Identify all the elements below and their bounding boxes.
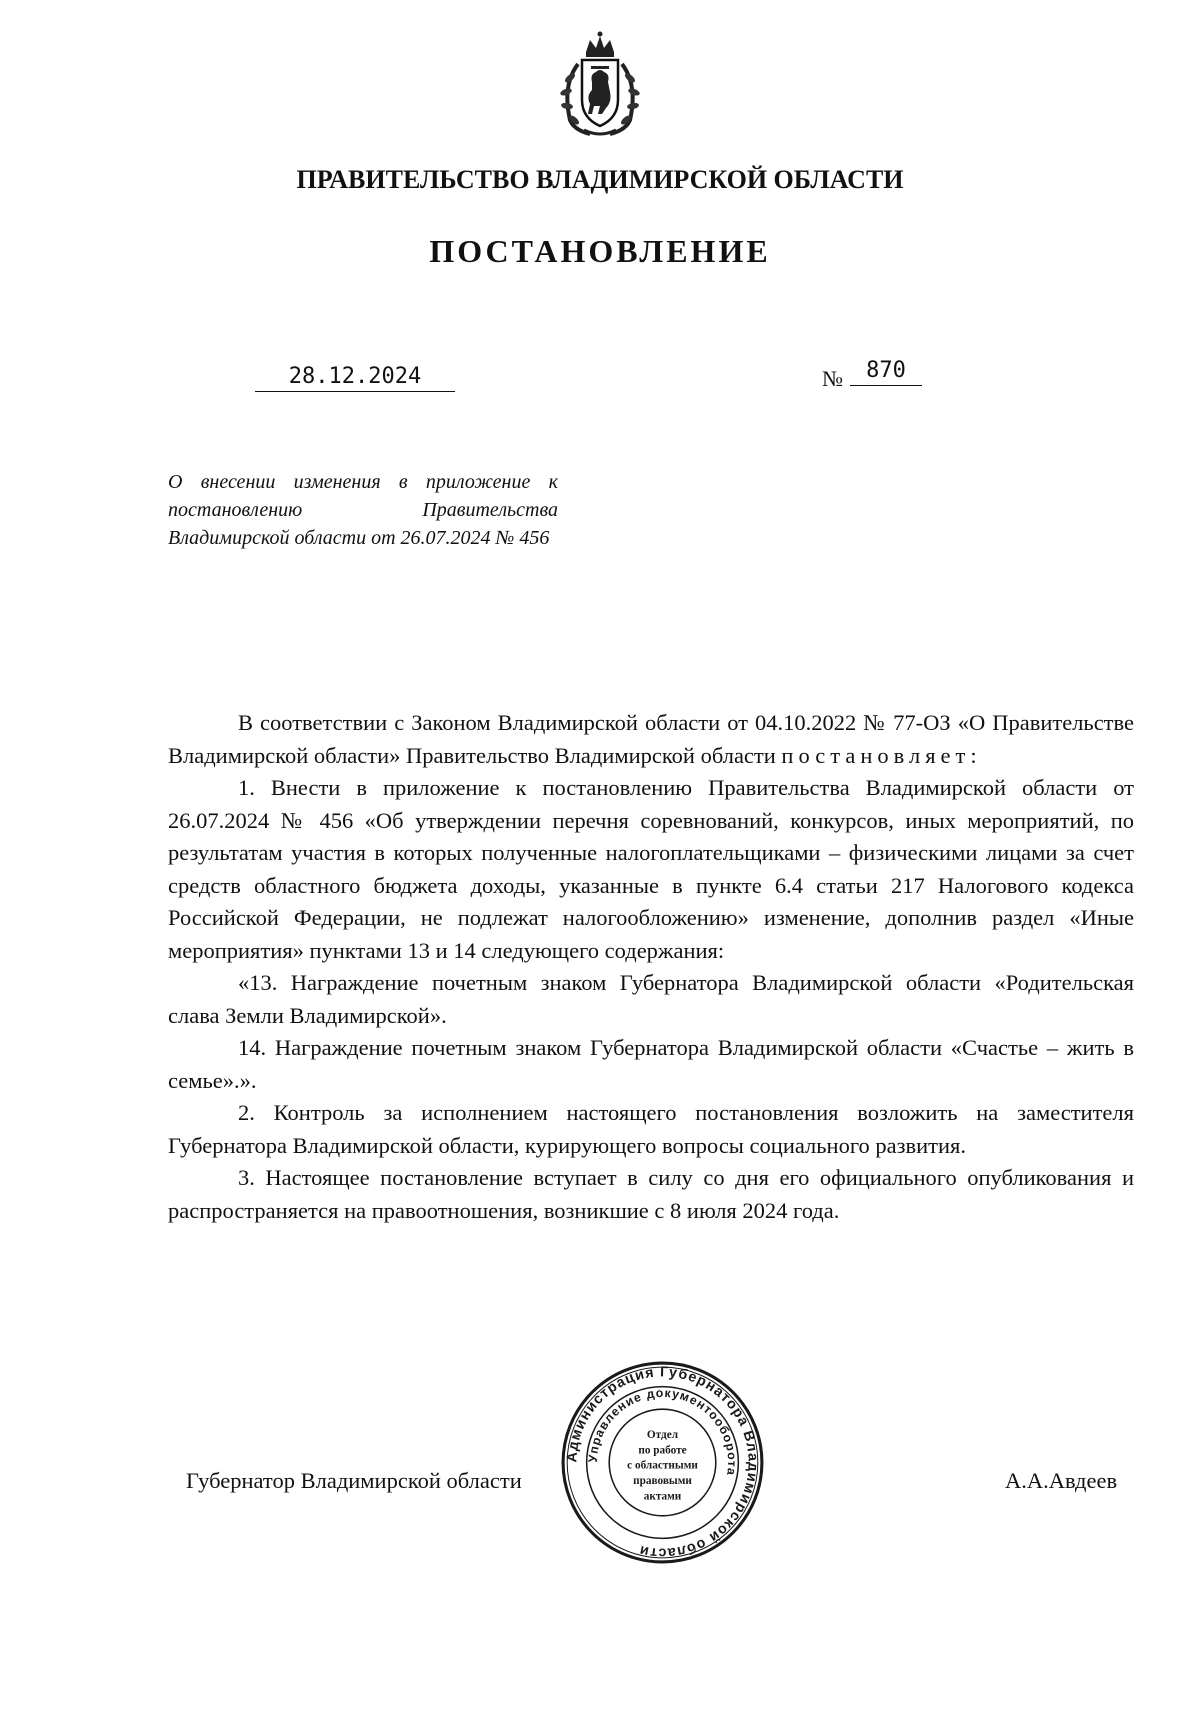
paragraph-3: 3. Настоящее постановление вступает в силу со дня его официального опубликования и распространяется на правоотношения, возникшие с 8 июля 2024 года. <box>168 1165 1134 1223</box>
paragraph-14: 14. Награждение почетным знаком Губернатора Владимирской области «Счастье – жить в семье».». <box>168 1035 1134 1093</box>
paragraph-1: 1. Внести в приложение к постановлению Правительства Владимирской области от 26.07.2024 № 456 «Об утверждении перечня соревнований, конкурсов, иных мероприятий, по результатам участия в которых полученные налогоплательщиками – физическими лицами за счет средств областного бюджета доходы, указанные в пункте 6.4 статьи 217 Налогового кодекса Российской Федерации, не подлежат налогообложению» изменение, дополнив раздел «Иные мероприятия» пунктами 13 и 14 следующего содержания: <box>168 775 1134 963</box>
stamp-outer-text: Администрация Губернатора Владимирской области <box>564 1364 761 1561</box>
stamp-center-line-3: с областными <box>627 1459 698 1472</box>
document-type-title: ПОСТАНОВЛЕНИЕ <box>429 233 771 269</box>
document-body <box>168 707 1134 1227</box>
signatory-name: А.А.Авдеев <box>1005 1468 1118 1493</box>
number-sign: № <box>822 366 843 391</box>
stamp-center-line-5: актами <box>643 1490 682 1503</box>
paragraph-2: 2. Контроль за исполнением настоящего постановления возложить на заместителя Губернатора Владимирской области, курирующего вопросы социального развития. <box>168 1100 1134 1158</box>
document-number: 870 <box>850 358 922 386</box>
stamp-center-line-1: Отдел <box>646 1428 679 1441</box>
decree-word: постановляет: <box>781 742 982 768</box>
stamp-middle-text: Управление документооборота <box>585 1385 740 1477</box>
document-date: 28.12.2024 <box>255 364 455 392</box>
government-title: ПРАВИТЕЛЬСТВО ВЛАДИМИРСКОЙ ОБЛАСТИ <box>296 165 904 194</box>
intro-text: В соответствии с Законом Владимирской области от 04.10.2022 № 77-ОЗ «О Правительстве Владимирской области» Правительство Владимирской области <box>168 710 1134 768</box>
stamp-center-line-4: правовыми <box>633 1475 692 1488</box>
document-subject: О внесении изменения в приложение к постановлению Правительства Владимирской области от 26.07.2024 № 456 <box>168 471 558 549</box>
stamp-center-line-2: по работе <box>638 1444 687 1457</box>
official-stamp <box>560 1360 765 1565</box>
signatory-title: Губернатор Владимирской области <box>186 1468 522 1493</box>
intro-paragraph <box>168 707 1134 772</box>
coat-of-arms-emblem <box>540 30 660 140</box>
paragraph-13: «13. Награждение почетным знаком Губернатора Владимирской области «Родительская слава Земли Владимирской». <box>168 970 1134 1028</box>
